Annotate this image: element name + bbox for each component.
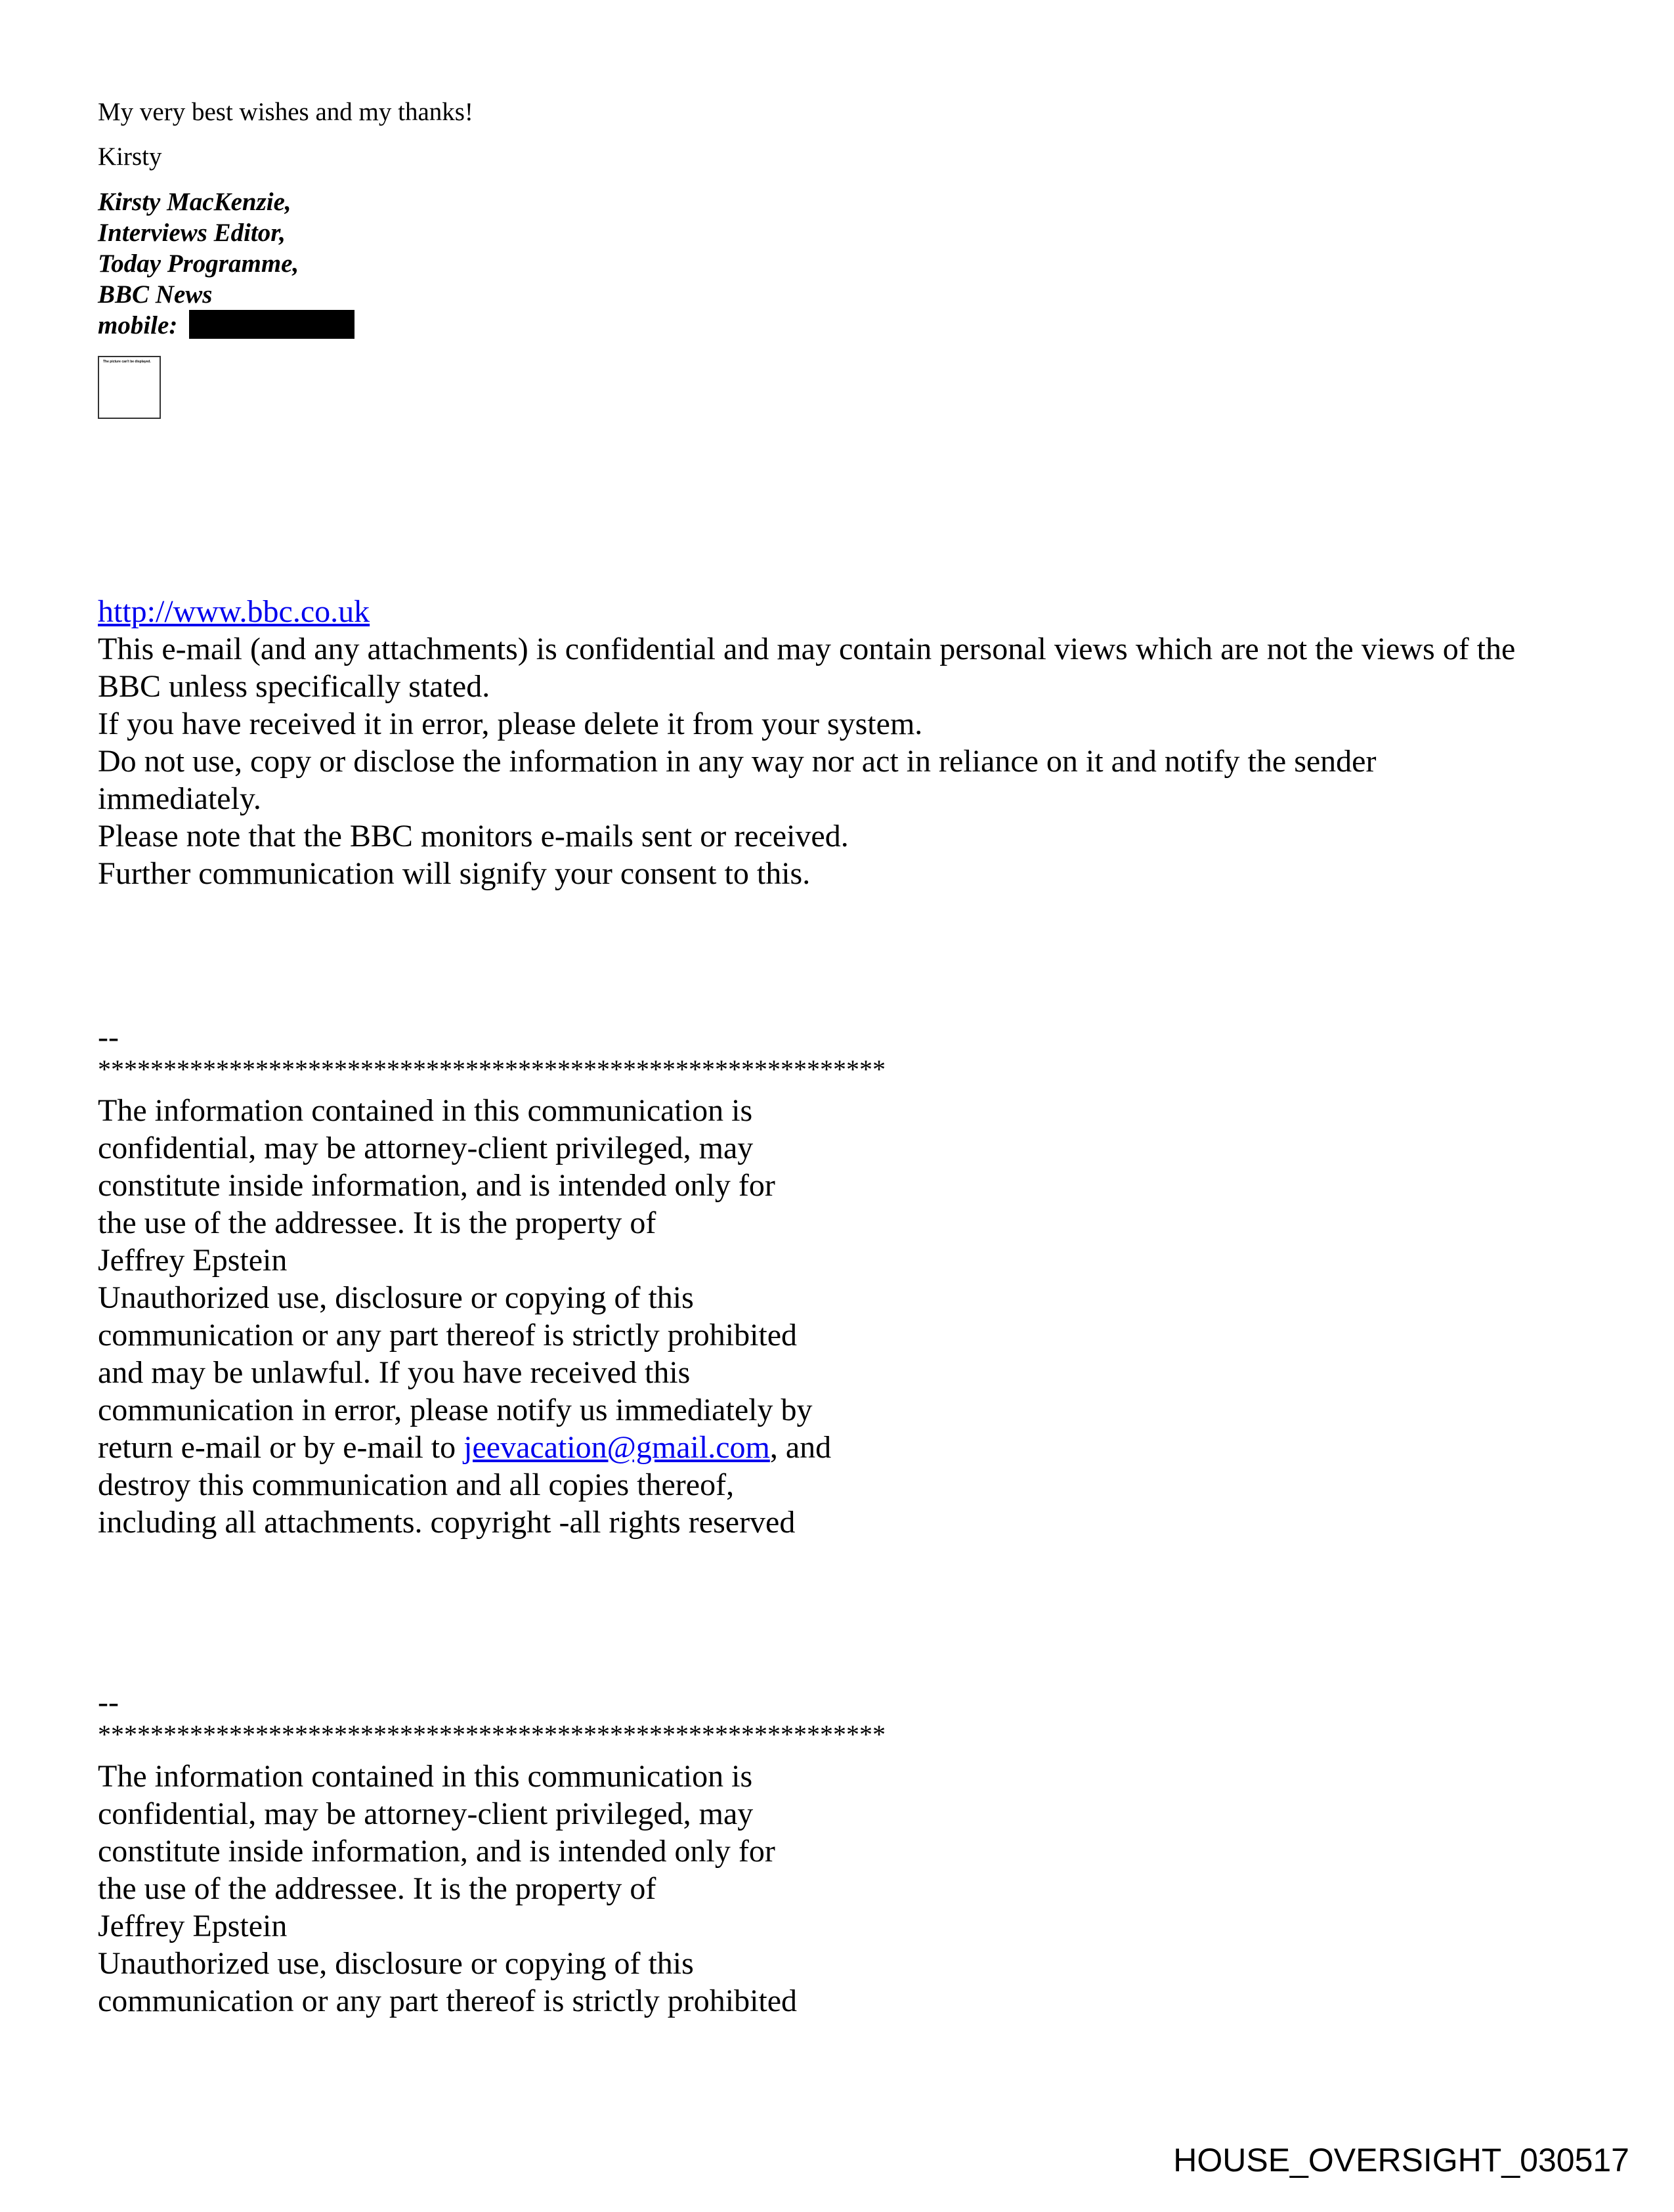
text-line: communication or any part thereof is strictly prohibited [98,1318,798,1353]
confidentiality-notice-2 [98,1758,797,2020]
email-suffix: , and [769,1430,832,1465]
signature-line: Kirsty MacKenzie, [98,188,291,216]
text-line: destroy this communication and all copies thereof, [98,1467,735,1502]
signoff: Kirsty [98,142,162,171]
text-line: and may be unlawful. If you have received this [98,1355,691,1390]
bates-number: HOUSE_OVERSIGHT_030517 [1173,2142,1629,2179]
email-prefix: return e-mail or by e-mail to [98,1430,464,1465]
separator-stars-1: ************************************************************ [98,1054,886,1084]
email-line [98,1429,831,1466]
text-line: including all attachments. copyright -all rights reserved [98,1505,796,1540]
text-line: Please note that the BBC monitors e-mails sent or received. [98,819,849,854]
separator-dashes-1: -- [98,1020,119,1054]
redaction-bar [189,310,354,339]
text-line: Further communication will signify your consent to this. [98,856,811,891]
text-line: constitute inside information, and is intended only for [98,1834,775,1869]
confidentiality-notice-1 [98,1092,831,1541]
signature-mobile [98,310,354,341]
text-line: the use of the addressee. It is the property of [98,1205,656,1240]
text-line: immediately. [98,781,261,816]
bbc-disclaimer [98,593,1515,892]
greeting: My very best wishes and my thanks! [98,98,473,126]
text-line: confidential, may be attorney-client privileged, may [98,1131,754,1165]
text-line: If you have received it in error, please delete it from your system. [98,706,923,741]
text-line: Jeffrey Epstein [98,1909,288,1943]
signature-line: BBC News [98,280,213,309]
text-line: Unauthorized use, disclosure or copying of this [98,1946,694,1981]
text-line: This e-mail (and any attachments) is confidential and may contain personal views which are not the views of the [98,632,1516,666]
text-line: communication or any part thereof is strictly prohibited [98,1984,798,2018]
text-line: The information contained in this communication is [98,1093,753,1128]
text-line: Unauthorized use, disclosure or copying of this [98,1280,694,1315]
separator-stars-2: ************************************************************ [98,1720,886,1749]
bbc-link[interactable]: http://www.bbc.co.uk [98,594,370,629]
email-link[interactable]: jeevacation@gmail.com [463,1430,770,1465]
separator-dashes-2: -- [98,1685,119,1720]
signature-line: Interviews Editor, [98,219,286,247]
signature-line: Today Programme, [98,249,299,278]
text-line: communication in error, please notify us immediately by [98,1393,813,1427]
text-line: constitute inside information, and is intended only for [98,1168,775,1203]
text-line: BBC unless specifically stated. [98,669,490,704]
broken-image-placeholder [98,356,161,419]
mobile-label: mobile: [98,311,178,339]
text-line: the use of the addressee. It is the property of [98,1871,656,1906]
broken-image-caption: The picture can't be displayed. [103,360,151,364]
text-line: The information contained in this communication is [98,1759,753,1794]
text-line: confidential, may be attorney-client privileged, may [98,1796,754,1831]
signature-block [98,186,354,341]
text-line: Jeffrey Epstein [98,1243,288,1278]
text-line: Do not use, copy or disclose the information in any way nor act in reliance on it and notify the sender [98,744,1377,779]
